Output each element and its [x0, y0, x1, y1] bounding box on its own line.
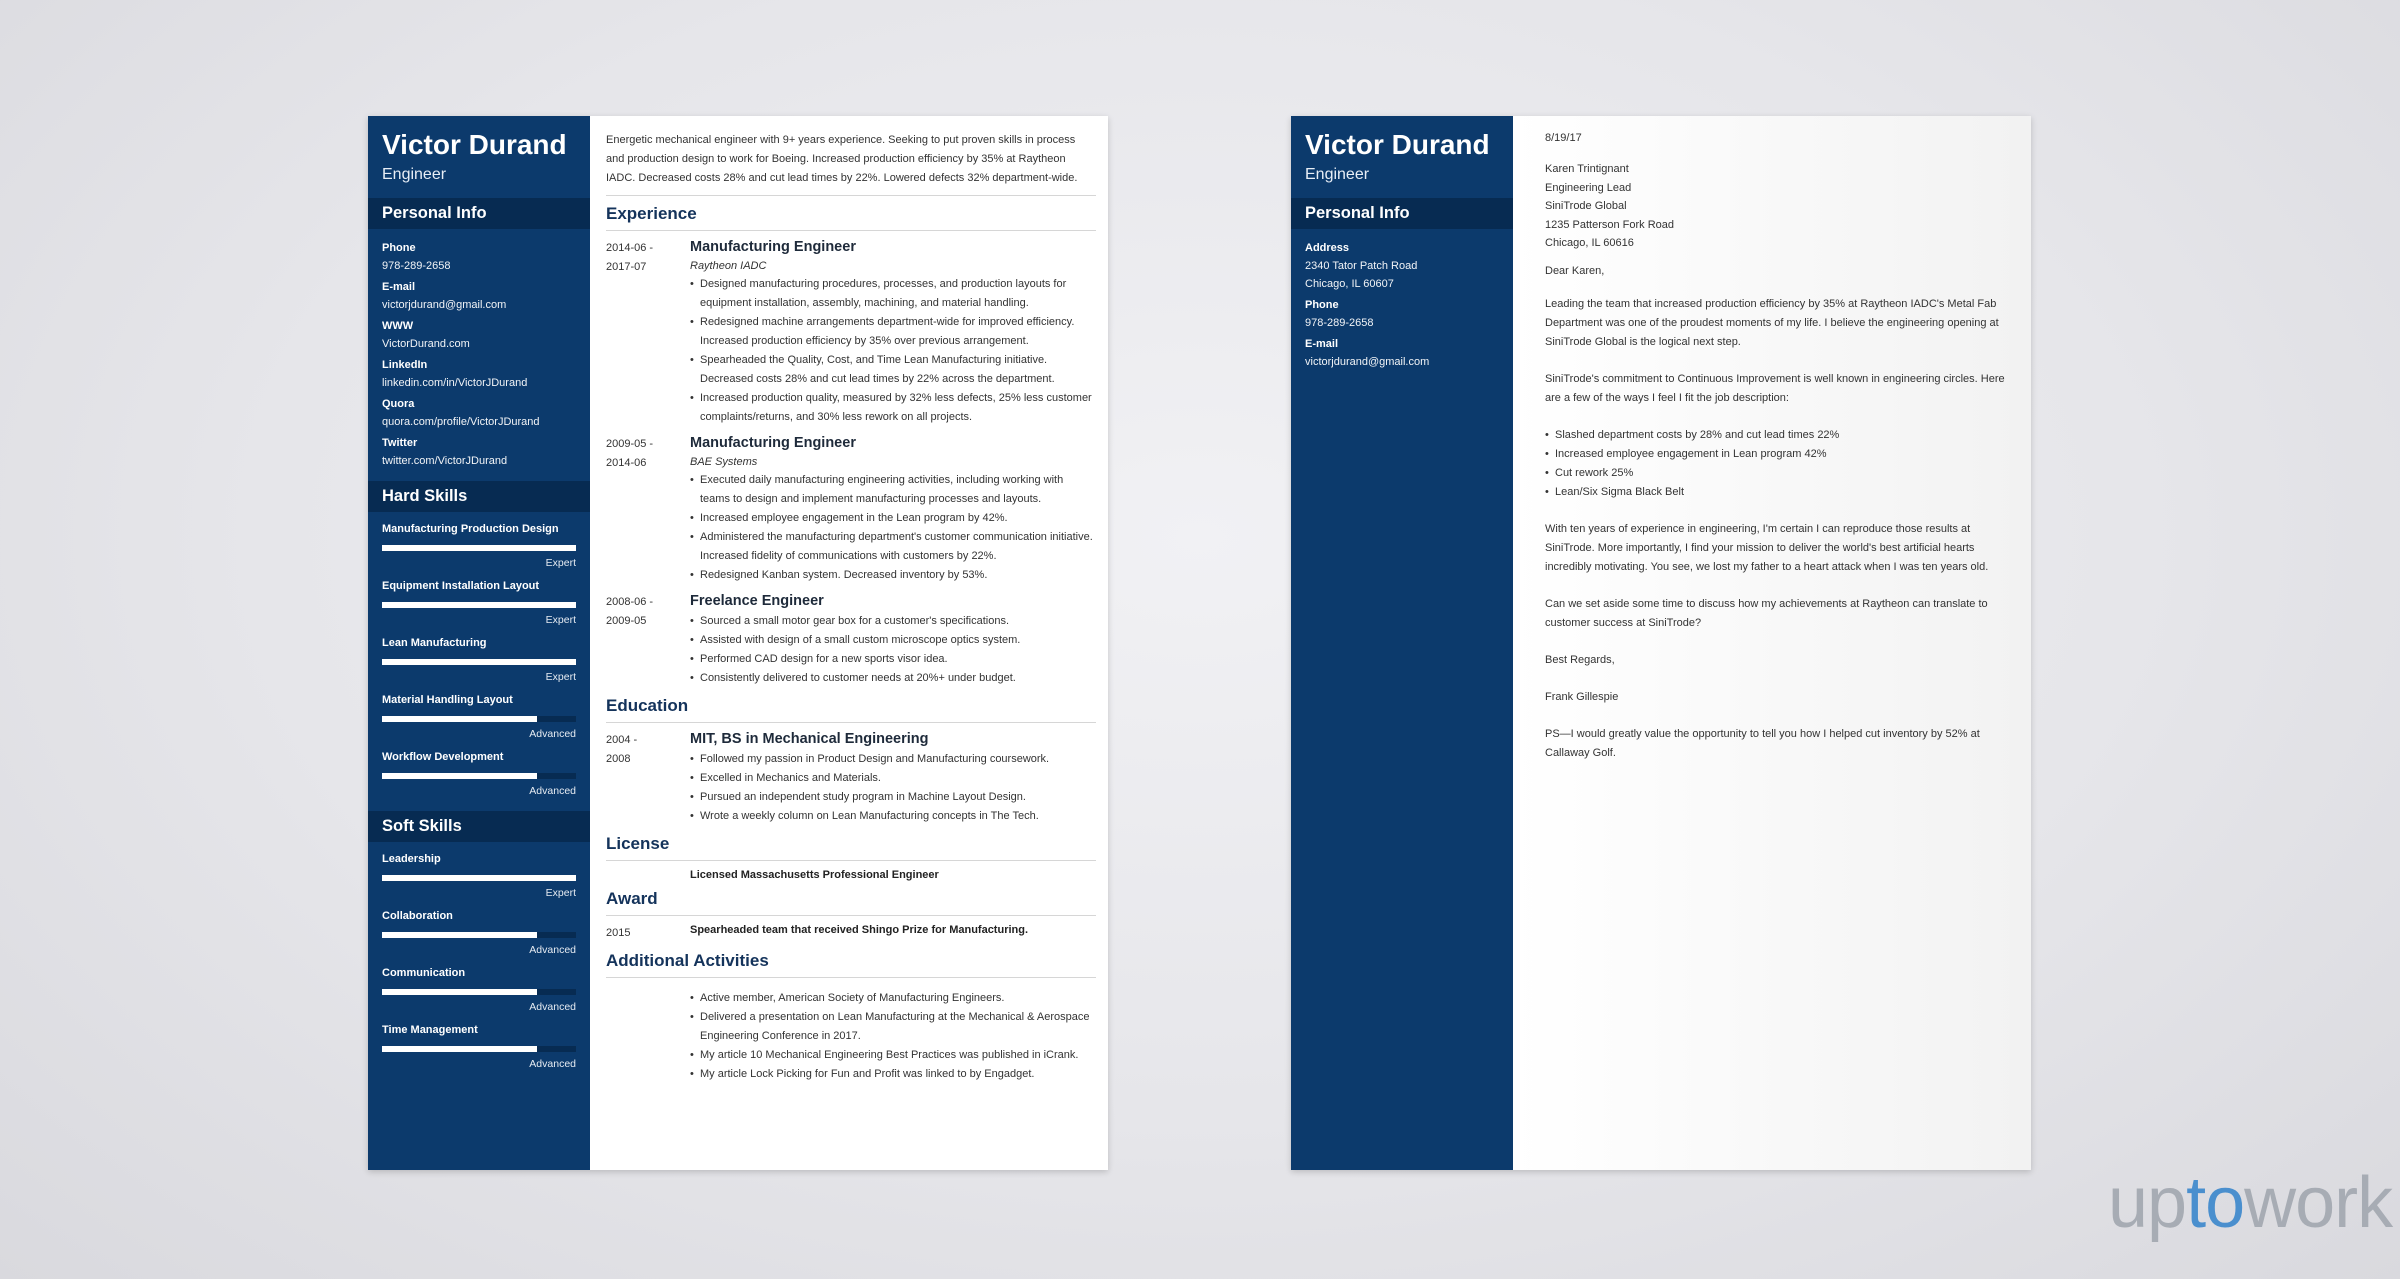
recipient-address — [1545, 160, 2007, 253]
skill-bar — [382, 545, 576, 551]
uptowork-logo: uptowork — [2108, 1163, 2393, 1243]
skill-item — [368, 853, 590, 899]
list-item: • Increased employee engagement in the Lean program by 42%. — [700, 509, 1096, 528]
letter-bullets — [1545, 426, 2007, 502]
resume-sidebar — [368, 116, 590, 1170]
entry-date: 2008-06 - 2009-05 — [606, 596, 654, 627]
personal-info-heading: Personal Info — [368, 198, 590, 229]
list-item: • Lean/Six Sigma Black Belt — [1555, 483, 2007, 502]
recipient-line: Karen Trintignant — [1545, 163, 1629, 175]
skill-item — [368, 637, 590, 683]
activities-heading: Additional Activities — [606, 951, 1096, 978]
letter-paragraph: Can we set aside some time to discuss how my achievements at Raytheon can translate to customer success at SiniTrode? — [1545, 597, 1988, 629]
info-label-email: E-mail — [1305, 337, 1339, 350]
skill-level: Advanced — [529, 1057, 576, 1070]
skill-bar — [382, 716, 576, 722]
experience-heading: Experience — [606, 204, 1096, 231]
resume-role: Engineer — [382, 165, 447, 183]
education-entry — [606, 731, 1096, 826]
cover-letter-page — [1291, 116, 2031, 1170]
entry-title: Manufacturing Engineer — [690, 239, 856, 255]
info-value-linkedin: linkedin.com/in/VictorJDurand — [382, 376, 528, 389]
entry-company: BAE Systems — [690, 456, 758, 468]
skill-level: Expert — [545, 670, 576, 683]
skill-name: Time Management — [382, 1023, 478, 1036]
list-item: • Performed CAD design for a new sports visor idea. — [700, 650, 1096, 669]
info-value-www: VictorDurand.com — [382, 337, 470, 350]
skill-name: Lean Manufacturing — [382, 636, 487, 649]
list-item: • Sourced a small motor gear box for a customer's specifications. — [700, 612, 1096, 631]
skill-bar — [382, 989, 576, 995]
list-item: • Pursued an independent study program in Machine Layout Design. — [700, 788, 1096, 807]
info-value-email: victorjdurand@gmail.com — [382, 298, 507, 311]
education-heading: Education — [606, 696, 1096, 723]
skill-name: Leadership — [382, 852, 441, 865]
skill-bar — [382, 875, 576, 881]
list-item: • Slashed department costs by 28% and cut lead times 22% — [1555, 426, 2007, 445]
resume-content — [590, 116, 1108, 1170]
entry-date: 2015 — [606, 927, 631, 939]
info-label-phone: Phone — [382, 241, 416, 254]
entry-title: Manufacturing Engineer — [690, 435, 856, 451]
list-item: • My article Lock Picking for Fun and Profit was linked to by Engadget. — [700, 1065, 1096, 1084]
entry-title: MIT, BS in Mechanical Engineering — [690, 731, 929, 747]
letter-paragraph: Leading the team that increased production efficiency by 35% at Raytheon IADC's Metal Fab Department was one of the proudest moments of my life. I believe the engineering opening at SiniTrode Global is the logical next step. — [1545, 297, 1999, 348]
soft-skills-heading: Soft Skills — [368, 811, 590, 842]
letter-sidebar — [1291, 116, 1513, 1170]
skill-bar — [382, 659, 576, 665]
skill-name: Equipment Installation Layout — [382, 579, 540, 592]
info-label-address: Address — [1305, 241, 1350, 254]
personal-info-list — [368, 229, 590, 467]
hard-skills-list — [368, 523, 590, 797]
list-item: • Assisted with design of a small custom microscope optics system. — [700, 631, 1096, 650]
skill-level: Advanced — [529, 943, 576, 956]
skill-name: Material Handling Layout — [382, 693, 513, 706]
list-item: • Redesigned Kanban system. Decreased inventory by 53%. — [700, 566, 1096, 585]
experience-entry — [606, 435, 1096, 585]
list-item: • My article 10 Mechanical Engineering Best Practices was published in iCrank. — [700, 1046, 1096, 1065]
entry-date: 2014-06 - 2017-07 — [606, 242, 654, 273]
letter-closing: Best Regards, — [1545, 653, 1615, 666]
skill-item — [368, 580, 590, 626]
skill-bar-fill — [382, 1046, 537, 1052]
info-label-www: WWW — [382, 319, 414, 332]
skill-bar-fill — [382, 545, 576, 551]
award-text: Spearheaded team that received Shingo Prize for Manufacturing. — [690, 924, 1029, 936]
entry-date: 2009-05 - 2014-06 — [606, 438, 654, 469]
recipient-line: Chicago, IL 60616 — [1545, 237, 1634, 250]
letter-body — [1529, 116, 2019, 763]
skill-item — [368, 967, 590, 1013]
list-item: • Spearheaded the Quality, Cost, and Time Lean Manufacturing initiative. Decreased costs 28% and cut lead times by 22% across the department. — [700, 351, 1096, 389]
letter-postscript: PS—I would greatly value the opportunity to tell you how I helped cut inventory by 52% at Callaway Golf. — [1545, 727, 1980, 759]
skill-item — [368, 751, 590, 797]
activities-entry — [606, 986, 1096, 1084]
skill-level: Advanced — [529, 784, 576, 797]
list-item: • Followed my passion in Product Design and Manufacturing coursework. — [700, 750, 1096, 769]
list-item: • Redesigned machine arrangements department-wide for improved efficiency. Increased production efficiency by 35% over previous arrangement. — [700, 313, 1096, 351]
skill-level: Expert — [545, 886, 576, 899]
list-item: • Wrote a weekly column on Lean Manufacturing concepts in The Tech. — [700, 807, 1096, 826]
skill-bar — [382, 932, 576, 938]
list-item: • Increased production quality, measured by 32% less defects, 25% less customer complaints/returns, and 30% less rework on all projects. — [700, 389, 1096, 427]
entry-company: Raytheon IADC — [690, 260, 767, 272]
resume-page — [368, 116, 1108, 1170]
info-value-address-line1: 2340 Tator Patch Road — [1305, 259, 1418, 272]
letter-paragraph: SiniTrode's commitment to Continuous Improvement is well known in engineering circles. Here are a few of the ways I feel I fit the job description: — [1545, 372, 2005, 404]
letter-content — [1513, 116, 2031, 1170]
resume-name: Victor Durand — [382, 129, 567, 160]
list-item: • Active member, American Society of Manufacturing Engineers. — [700, 989, 1096, 1008]
experience-entry — [606, 239, 1096, 427]
skill-bar-fill — [382, 932, 537, 938]
list-item: • Consistently delivered to customer needs at 20%+ under budget. — [700, 669, 1096, 688]
letter-signature: Frank Gillespie — [1545, 690, 1619, 703]
list-item: • Excelled in Mechanics and Materials. — [700, 769, 1096, 788]
skill-name: Communication — [382, 966, 466, 979]
letter-name: Victor Durand — [1305, 129, 1490, 160]
skill-level: Expert — [545, 613, 576, 626]
skill-name: Workflow Development — [382, 750, 504, 763]
skill-bar-fill — [382, 602, 576, 608]
skill-bar-fill — [382, 659, 576, 665]
info-value-email: victorjdurand@gmail.com — [1305, 355, 1430, 368]
letter-role: Engineer — [1305, 165, 1370, 183]
info-value-address-line2: Chicago, IL 60607 — [1305, 277, 1394, 290]
list-item: • Delivered a presentation on Lean Manufacturing at the Mechanical & Aerospace Engineering Conference in 2017. — [700, 1008, 1096, 1046]
skill-name: Collaboration — [382, 909, 453, 922]
skill-level: Advanced — [529, 727, 576, 740]
info-value-quora: quora.com/profile/VictorJDurand — [382, 415, 540, 428]
list-item: • Increased employee engagement in Lean program 42% — [1555, 445, 2007, 464]
soft-skills-list — [368, 853, 590, 1070]
license-text: Licensed Massachusetts Professional Engineer — [690, 869, 939, 881]
entry-title: Freelance Engineer — [690, 593, 824, 609]
recipient-line: Engineering Lead — [1545, 181, 1632, 194]
skill-item — [368, 910, 590, 956]
info-value-phone: 978-289-2658 — [1305, 316, 1374, 329]
info-label-linkedin: LinkedIn — [382, 358, 428, 371]
list-item: • Administered the manufacturing department's customer communication initiative. Increased fidelity of communications with customers by 22%. — [700, 528, 1096, 566]
skill-bar — [382, 602, 576, 608]
skill-item — [368, 523, 590, 569]
skill-bar-fill — [382, 875, 576, 881]
award-entry — [606, 924, 1096, 943]
experience-entry — [606, 593, 1096, 688]
letter-date: 8/19/17 — [1545, 132, 1582, 144]
letter-greeting: Dear Karen, — [1545, 264, 1605, 277]
personal-info-heading: Personal Info — [1291, 198, 1513, 229]
skill-bar — [382, 773, 576, 779]
divider — [606, 195, 1096, 196]
letter-paragraph: With ten years of experience in engineering, I'm certain I can reproduce those results at SiniTrode. More importantly, I find your mission to deliver the world's best artificial hearts incredibly motivating. You see, we lost my father to a heart attack when I was ten years old. — [1545, 522, 1989, 573]
recipient-line: SiniTrode Global — [1545, 200, 1627, 213]
hard-skills-heading: Hard Skills — [368, 481, 590, 512]
resume-summary: Energetic mechanical engineer with 9+ years experience. Seeking to put proven skills in process and production design to work for Boeing. Increased production efficiency by 35% at Raytheon IADC. Decreased costs 28% and cut lead times by 22%. Lowered defects 32% department-wide. — [606, 134, 1078, 184]
info-label-twitter: Twitter — [382, 436, 418, 449]
skill-item — [368, 1024, 590, 1070]
skill-bar-fill — [382, 989, 537, 995]
entry-date: 2004 - 2008 — [606, 734, 638, 765]
personal-info-list — [1291, 229, 1513, 368]
info-label-quora: Quora — [382, 397, 415, 410]
info-label-phone: Phone — [1305, 298, 1339, 311]
skill-item — [368, 694, 590, 740]
info-value-phone: 978-289-2658 — [382, 259, 451, 272]
skill-level: Advanced — [529, 1000, 576, 1013]
recipient-line: 1235 Patterson Fork Road — [1545, 218, 1675, 231]
skill-bar — [382, 1046, 576, 1052]
list-item: • Cut rework 25% — [1555, 464, 2007, 483]
license-entry — [606, 869, 1096, 881]
skill-bar-fill — [382, 716, 537, 722]
info-label-email: E-mail — [382, 280, 416, 293]
list-item: • Designed manufacturing procedures, processes, and production layouts for equipment installation, assembly, machining, and material handling. — [700, 275, 1096, 313]
license-heading: License — [606, 834, 1096, 861]
list-item: • Executed daily manufacturing engineering activities, including working with teams to design and implement manufacturing processes and layouts. — [700, 471, 1096, 509]
award-heading: Award — [606, 889, 1096, 916]
skill-name: Manufacturing Production Design — [382, 522, 559, 535]
skill-level: Expert — [545, 556, 576, 569]
info-value-twitter: twitter.com/VictorJDurand — [382, 454, 508, 467]
skill-bar-fill — [382, 773, 537, 779]
